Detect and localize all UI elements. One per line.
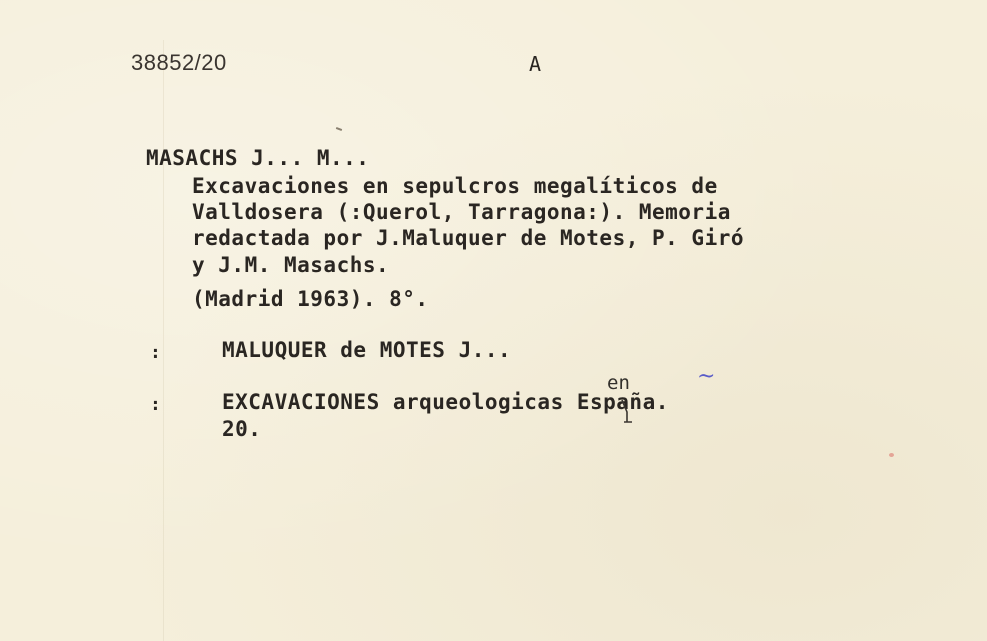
title-line-3: redactada por J.Maluquer de Motes, P. Giró bbox=[192, 226, 745, 250]
title-line-1: Excavaciones en sepulcros megalíticos de bbox=[192, 174, 718, 198]
title-line-2: Valldosera (:Querol, Tarragona:). Memoria bbox=[192, 200, 731, 224]
stray-red-dot bbox=[889, 453, 894, 457]
author-heading: MASACHS J... M... bbox=[146, 146, 370, 170]
handwritten-tilde: ~ bbox=[697, 364, 716, 389]
tracing-marker-1: : bbox=[150, 342, 162, 363]
handwritten-insertion: en bbox=[607, 372, 630, 394]
class-letter: A bbox=[529, 52, 542, 76]
tracing-2: EXCAVACIONES arqueologicas España. bbox=[222, 390, 669, 414]
tracing-2-continuation: 20. bbox=[222, 417, 262, 441]
title-line-4: y J.M. Masachs. bbox=[192, 253, 390, 277]
margin-rule bbox=[163, 40, 164, 641]
imprint: (Madrid 1963). 8°. bbox=[192, 287, 429, 311]
insertion-caret-icon bbox=[620, 394, 640, 424]
tracing-marker-2: : bbox=[150, 394, 162, 415]
stray-mark bbox=[336, 127, 342, 131]
call-number: 38852/20 bbox=[131, 50, 227, 75]
tracing-1: MALUQUER de MOTES J... bbox=[222, 338, 512, 362]
